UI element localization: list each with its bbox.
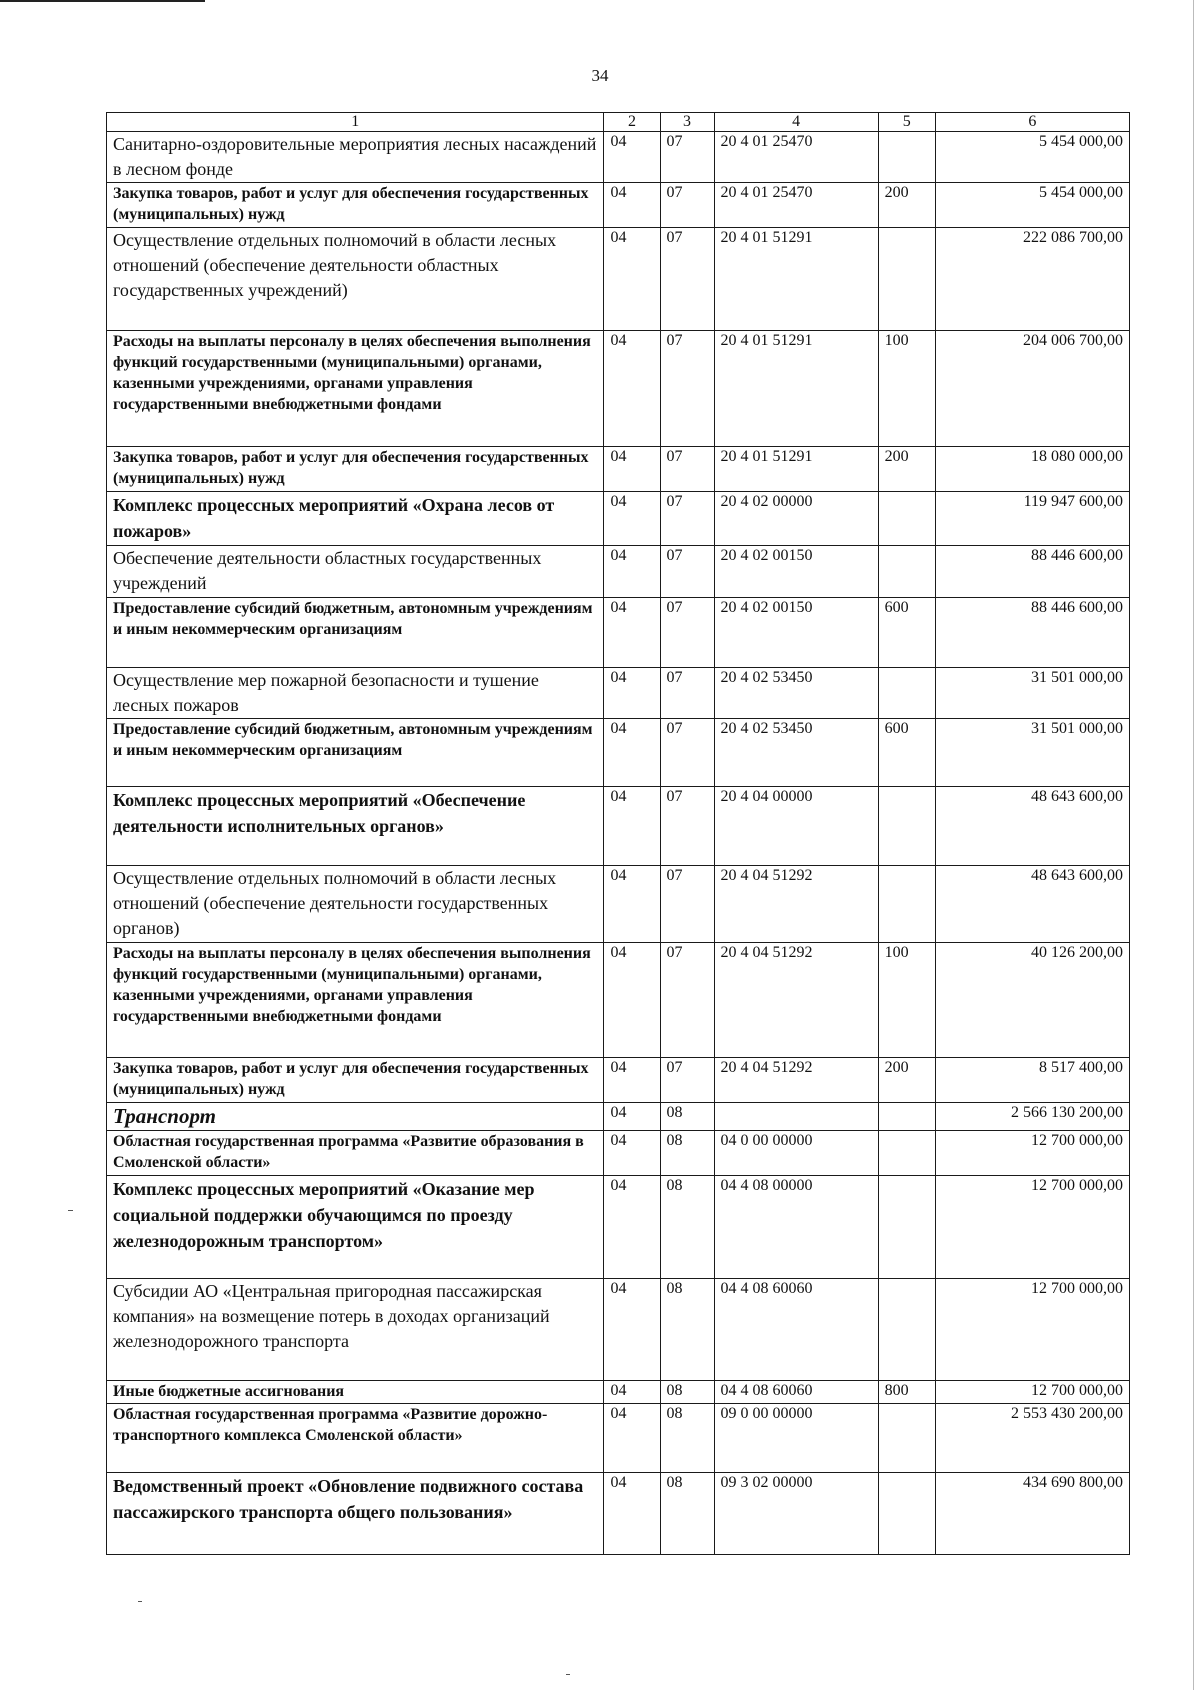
table-row xyxy=(107,1279,1130,1381)
row-section: 04 xyxy=(604,1473,660,1555)
row-expense-type xyxy=(878,787,935,866)
row-expense-type: 800 xyxy=(878,1381,935,1404)
table-row xyxy=(107,598,1130,668)
table-row xyxy=(107,1103,1130,1131)
row-subsection: 07 xyxy=(660,447,714,492)
row-expense-type xyxy=(878,668,935,719)
row-subsection: 08 xyxy=(660,1473,714,1555)
row-target-code: 20 4 02 00150 xyxy=(714,546,878,598)
scan-speck xyxy=(566,1674,570,1675)
row-amount: 18 080 000,00 xyxy=(935,447,1129,492)
row-target-code: 09 3 02 00000 xyxy=(714,1473,878,1555)
row-expense-type xyxy=(878,1404,935,1473)
row-amount: 12 700 000,00 xyxy=(935,1279,1129,1381)
row-subsection: 07 xyxy=(660,866,714,943)
row-section: 04 xyxy=(604,331,660,447)
row-amount: 119 947 600,00 xyxy=(935,492,1129,546)
row-section: 04 xyxy=(604,1381,660,1404)
row-amount: 5 454 000,00 xyxy=(935,132,1129,183)
row-section: 04 xyxy=(604,546,660,598)
scan-border-artifact xyxy=(0,0,205,2)
table-row xyxy=(107,943,1130,1058)
row-section: 04 xyxy=(604,1058,660,1103)
row-subsection: 08 xyxy=(660,1131,714,1176)
table-row xyxy=(107,447,1130,492)
row-target-code: 20 4 04 51292 xyxy=(714,866,878,943)
row-expense-type xyxy=(878,1279,935,1381)
table-row xyxy=(107,1176,1130,1279)
row-subsection: 07 xyxy=(660,228,714,331)
row-section: 04 xyxy=(604,447,660,492)
row-section: 04 xyxy=(604,1103,660,1131)
row-amount: 88 446 600,00 xyxy=(935,598,1129,668)
table-row xyxy=(107,228,1130,331)
row-section: 04 xyxy=(604,492,660,546)
row-target-code: 04 0 00 00000 xyxy=(714,1131,878,1176)
row-target-code: 04 4 08 00000 xyxy=(714,1176,878,1279)
row-subsection: 07 xyxy=(660,492,714,546)
row-name: Областная государственная программа «Развитие дорожно-транспортного комплекса Смоленской области» xyxy=(107,1404,604,1473)
row-name: Осуществление отдельных полномочий в области лесных отношений (обеспечение деятельности областных государственных учреждений) xyxy=(107,228,604,331)
row-amount: 48 643 600,00 xyxy=(935,866,1129,943)
row-amount: 40 126 200,00 xyxy=(935,943,1129,1058)
row-amount: 8 517 400,00 xyxy=(935,1058,1129,1103)
row-expense-type xyxy=(878,1131,935,1176)
row-expense-type: 200 xyxy=(878,183,935,228)
row-section: 04 xyxy=(604,1176,660,1279)
row-expense-type xyxy=(878,228,935,331)
row-amount: 12 700 000,00 xyxy=(935,1131,1129,1176)
row-name: Обеспечение деятельности областных государственных учреждений xyxy=(107,546,604,598)
row-name: Транспорт xyxy=(107,1103,604,1131)
row-expense-type: 100 xyxy=(878,331,935,447)
row-expense-type xyxy=(878,546,935,598)
row-amount: 12 700 000,00 xyxy=(935,1381,1129,1404)
row-expense-type xyxy=(878,1473,935,1555)
row-target-code: 20 4 01 51291 xyxy=(714,228,878,331)
row-target-code: 20 4 04 00000 xyxy=(714,787,878,866)
row-target-code: 20 4 02 00150 xyxy=(714,598,878,668)
row-amount: 88 446 600,00 xyxy=(935,546,1129,598)
row-target-code: 04 4 08 60060 xyxy=(714,1279,878,1381)
row-subsection: 08 xyxy=(660,1103,714,1131)
row-section: 04 xyxy=(604,132,660,183)
row-amount: 31 501 000,00 xyxy=(935,719,1129,787)
row-subsection: 08 xyxy=(660,1381,714,1404)
row-name: Закупка товаров, работ и услуг для обеспечения государственных (муниципальных) нужд xyxy=(107,1058,604,1103)
row-amount: 434 690 800,00 xyxy=(935,1473,1129,1555)
row-expense-type xyxy=(878,866,935,943)
row-subsection: 07 xyxy=(660,787,714,866)
table-row xyxy=(107,1381,1130,1404)
row-section: 04 xyxy=(604,866,660,943)
row-name: Расходы на выплаты персоналу в целях обеспечения выполнения функций государственными (муниципальными) органами, казенными учреждениями, органами управления государственными внебюджетными фондами xyxy=(107,943,604,1058)
table-row xyxy=(107,183,1130,228)
row-amount: 31 501 000,00 xyxy=(935,668,1129,719)
row-amount: 2 566 130 200,00 xyxy=(935,1103,1129,1131)
row-subsection: 07 xyxy=(660,183,714,228)
row-subsection: 08 xyxy=(660,1279,714,1381)
row-section: 04 xyxy=(604,943,660,1058)
row-amount: 48 643 600,00 xyxy=(935,787,1129,866)
table-row xyxy=(107,546,1130,598)
row-expense-type: 600 xyxy=(878,598,935,668)
table-row xyxy=(107,132,1130,183)
row-target-code xyxy=(714,1103,878,1131)
row-expense-type: 200 xyxy=(878,447,935,492)
row-subsection: 07 xyxy=(660,719,714,787)
row-name: Закупка товаров, работ и услуг для обеспечения государственных (муниципальных) нужд xyxy=(107,447,604,492)
row-target-code: 20 4 01 25470 xyxy=(714,183,878,228)
row-section: 04 xyxy=(604,787,660,866)
table-row xyxy=(107,331,1130,447)
row-section: 04 xyxy=(604,1131,660,1176)
row-amount: 12 700 000,00 xyxy=(935,1176,1129,1279)
row-name: Осуществление отдельных полномочий в области лесных отношений (обеспечение деятельности государственных органов) xyxy=(107,866,604,943)
table-header-row xyxy=(107,113,1130,132)
row-target-code: 20 4 01 51291 xyxy=(714,331,878,447)
table-row xyxy=(107,668,1130,719)
row-expense-type: 100 xyxy=(878,943,935,1058)
row-target-code: 20 4 04 51292 xyxy=(714,943,878,1058)
row-section: 04 xyxy=(604,228,660,331)
row-subsection: 07 xyxy=(660,331,714,447)
row-name: Областная государственная программа «Развитие образования в Смоленской области» xyxy=(107,1131,604,1176)
page-number: 34 xyxy=(591,66,609,85)
row-subsection: 07 xyxy=(660,1058,714,1103)
header-col-expense-type: 5 xyxy=(878,113,935,132)
table-row xyxy=(107,787,1130,866)
row-name: Комплекс процессных мероприятий «Охрана лесов от пожаров» xyxy=(107,492,604,546)
row-subsection: 07 xyxy=(660,598,714,668)
row-name: Иные бюджетные ассигнования xyxy=(107,1381,604,1404)
row-subsection: 07 xyxy=(660,132,714,183)
row-name: Комплекс процессных мероприятий «Оказание мер социальной поддержки обучающимся по проезду железнодорожным транспортом» xyxy=(107,1176,604,1279)
scan-speck xyxy=(68,1210,73,1211)
row-amount: 2 553 430 200,00 xyxy=(935,1404,1129,1473)
row-amount: 5 454 000,00 xyxy=(935,183,1129,228)
table-row xyxy=(107,1473,1130,1555)
row-expense-type xyxy=(878,492,935,546)
row-name: Субсидии АО «Центральная пригородная пассажирская компания» на возмещение потерь в доходах организаций железнодорожного транспорта xyxy=(107,1279,604,1381)
row-expense-type xyxy=(878,1103,935,1131)
row-name: Предоставление субсидий бюджетным, автономным учреждениям и иным некоммерческим организациям xyxy=(107,598,604,668)
row-target-code: 20 4 02 53450 xyxy=(714,668,878,719)
row-name: Закупка товаров, работ и услуг для обеспечения государственных (муниципальных) нужд xyxy=(107,183,604,228)
row-expense-type: 200 xyxy=(878,1058,935,1103)
row-target-code: 04 4 08 60060 xyxy=(714,1381,878,1404)
row-section: 04 xyxy=(604,1404,660,1473)
header-col-amount: 6 xyxy=(935,113,1129,132)
row-section: 04 xyxy=(604,1279,660,1381)
row-section: 04 xyxy=(604,668,660,719)
header-col-section: 2 xyxy=(604,113,660,132)
row-target-code: 20 4 04 51292 xyxy=(714,1058,878,1103)
header-col-name: 1 xyxy=(107,113,604,132)
header-col-subsection: 3 xyxy=(660,113,714,132)
row-target-code: 20 4 01 25470 xyxy=(714,132,878,183)
row-subsection: 08 xyxy=(660,1404,714,1473)
row-name: Комплекс процессных мероприятий «Обеспечение деятельности исполнительных органов» xyxy=(107,787,604,866)
row-target-code: 20 4 02 53450 xyxy=(714,719,878,787)
row-amount: 222 086 700,00 xyxy=(935,228,1129,331)
row-subsection: 08 xyxy=(660,1176,714,1279)
row-expense-type xyxy=(878,132,935,183)
table-row xyxy=(107,1058,1130,1103)
scan-edge-artifact xyxy=(1193,0,1194,1690)
scan-speck xyxy=(138,1601,142,1602)
row-amount: 204 006 700,00 xyxy=(935,331,1129,447)
row-target-code: 20 4 01 51291 xyxy=(714,447,878,492)
row-name: Санитарно-оздоровительные мероприятия лесных насаждений в лесном фонде xyxy=(107,132,604,183)
row-section: 04 xyxy=(604,183,660,228)
header-col-target-code: 4 xyxy=(714,113,878,132)
row-subsection: 07 xyxy=(660,668,714,719)
table-row xyxy=(107,1404,1130,1473)
row-name: Осуществление мер пожарной безопасности и тушение лесных пожаров xyxy=(107,668,604,719)
table-row xyxy=(107,492,1130,546)
table-row xyxy=(107,1131,1130,1176)
row-target-code: 09 0 00 00000 xyxy=(714,1404,878,1473)
table-row xyxy=(107,866,1130,943)
budget-table xyxy=(106,112,1130,1555)
row-name: Ведомственный проект «Обновление подвижного состава пассажирского транспорта общего пользования» xyxy=(107,1473,604,1555)
row-name: Расходы на выплаты персоналу в целях обеспечения выполнения функций государственными (муниципальными) органами, казенными учреждениями, органами управления государственными внебюджетными фондами xyxy=(107,331,604,447)
row-subsection: 07 xyxy=(660,943,714,1058)
row-target-code: 20 4 02 00000 xyxy=(714,492,878,546)
row-section: 04 xyxy=(604,598,660,668)
row-expense-type: 600 xyxy=(878,719,935,787)
row-subsection: 07 xyxy=(660,546,714,598)
row-name: Предоставление субсидий бюджетным, автономным учреждениям и иным некоммерческим организациям xyxy=(107,719,604,787)
row-expense-type xyxy=(878,1176,935,1279)
row-section: 04 xyxy=(604,719,660,787)
table-row xyxy=(107,719,1130,787)
